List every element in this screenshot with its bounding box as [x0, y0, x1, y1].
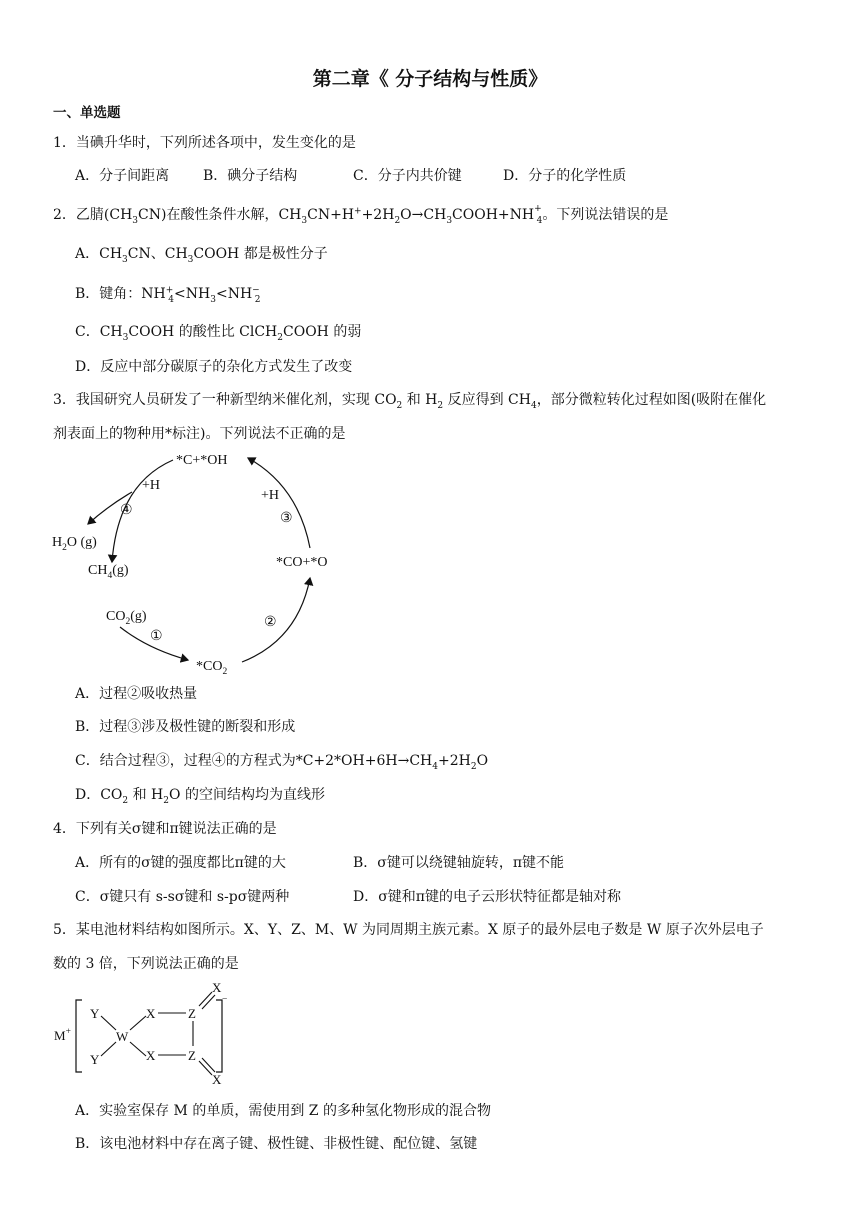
species-h2o-gas: $H_2O$ (g) [52, 535, 97, 553]
atom-y-bottom: Y [90, 1052, 100, 1067]
question-4-stem: 4．下列有关σ键和π键说法正确的是 [53, 821, 277, 837]
bond-y-w-top [101, 1016, 116, 1030]
question-1-option-b: B．碘分子结构 [203, 168, 298, 184]
question-2-option-b: B．键角：$NH^+_4<NH_3<NH^-_2$ [75, 285, 261, 305]
question-1-option-c: C．分子内共价键 [353, 168, 462, 184]
question-5-option-b: B．该电池材料中存在离子键、极性键、非极性键、配位键、氢键 [75, 1136, 478, 1152]
step-1-label: ① [150, 629, 163, 644]
atom-x-top: X [146, 1006, 156, 1021]
species-co2-gas: $CO_2(g)$ [106, 609, 147, 627]
species-c-oh: *C+*OH [176, 453, 228, 468]
label-plus-h-left: +H [142, 478, 161, 493]
question-3-option-b: B．过程③涉及极性键的断裂和形成 [75, 719, 296, 735]
step-2-label: ② [264, 615, 277, 630]
question-3-option-d: D．$CO_2$ 和 $H_2O$ 的空间结构均为直线形 [75, 787, 325, 806]
double-bond-top-b [202, 995, 215, 1009]
atom-x-lower: X [212, 1072, 222, 1087]
atom-x-bottom: X [146, 1048, 156, 1063]
question-4-option-b: B．σ键可以绕键轴旋转，π键不能 [353, 855, 565, 871]
double-bond-bottom-a [199, 1061, 212, 1075]
question-2-stem: 2．乙腈$(CH_3CN)$在酸性条件水解，$CH_3CN+H^++2H_2O\to CH_3COOH+NH^+_4$。下列说法错误的是 [53, 204, 669, 226]
question-5-option-a: A．实验室保存 M 的单质，需使用到 Z 的多种氢化物形成的混合物 [75, 1103, 491, 1119]
atom-y-top: Y [90, 1006, 100, 1021]
atom-z-top: Z [188, 1006, 196, 1021]
label-plus-h-right: +H [261, 488, 280, 503]
question-2-option-d: D．反应中部分碳原子的杂化方式发生了改变 [75, 359, 353, 375]
question-4-option-c: C．σ键只有 s-sσ键和 s-pσ键两种 [75, 889, 290, 905]
question-5-stem-line-2: 数的 3 倍，下列说法正确的是 [53, 956, 239, 972]
reaction-cycle-diagram [48, 444, 358, 676]
question-4-option-d: D．σ键和π键的电子云形状特征都是轴对称 [353, 889, 621, 905]
question-1-option-a: A．分子间距离 [75, 168, 170, 184]
anion-charge: − [222, 995, 228, 1005]
question-1-stem: 1．当碘升华时，下列所述各项中，发生变化的是 [53, 135, 356, 151]
double-bond-top-a [199, 992, 212, 1006]
question-4-option-a: A．所有的σ键的强度都比π键的大 [75, 855, 286, 871]
species-ch4-gas: $CH_4(g)$ [88, 563, 129, 581]
bond-w-x-bottom [130, 1042, 146, 1056]
question-3-stem-line-2: 剂表面上的物种用*标注)。下列说法不正确的是 [53, 426, 346, 442]
question-3-option-a: A．过程②吸收热量 [75, 686, 198, 702]
bracket-right [216, 1000, 222, 1072]
species-co-o: *CO+*O [276, 555, 328, 570]
step-4-label: ④ [120, 503, 133, 518]
question-3-option-c: C．结合过程③，过程④的方程式为$*C+2*OH+6H\to CH_4+2H_2O$ [75, 753, 489, 772]
arrow-step-3 [248, 458, 310, 548]
question-2-option-c: C．$CH_3COOH$ 的酸性比 ClCH$_2$COOH 的弱 [75, 324, 362, 343]
question-1-option-d: D．分子的化学性质 [503, 168, 627, 184]
question-5-stem-line-1: 5．某电池材料结构如图所示。X、Y、Z、M、W 为同周期主族元素。X 原子的最外层电子数是 W 原子次外层电子 [53, 922, 764, 938]
step-3-label: ③ [280, 511, 293, 526]
battery-material-structure [50, 980, 250, 1090]
question-2-option-a: A．$CH_3CN$、$CH_3COOH$ 都是极性分子 [75, 246, 328, 265]
bond-w-x-top [130, 1016, 146, 1030]
bond-y-w-bottom [101, 1042, 116, 1056]
atom-z-bottom: Z [188, 1048, 196, 1063]
species-co2-adsorbed: $*CO_2$ [196, 659, 228, 676]
question-3-stem-line-1: 3．我国研究人员研发了一种新型纳米催化剂，实现 $CO_2$ 和 $H_2$ 反应得到 $CH_4$，部分微粒转化过程如图(吸附在催化 [53, 392, 767, 411]
page-title: 第二章《 分子结构与性质》 [312, 68, 548, 90]
double-bond-bottom-b [202, 1058, 215, 1072]
atom-x-upper: X [212, 980, 222, 995]
cation-m: M+ [54, 1027, 71, 1043]
section-heading: 一、单选题 [53, 105, 121, 121]
atom-w: W [116, 1029, 129, 1044]
bracket-left [76, 1000, 82, 1072]
